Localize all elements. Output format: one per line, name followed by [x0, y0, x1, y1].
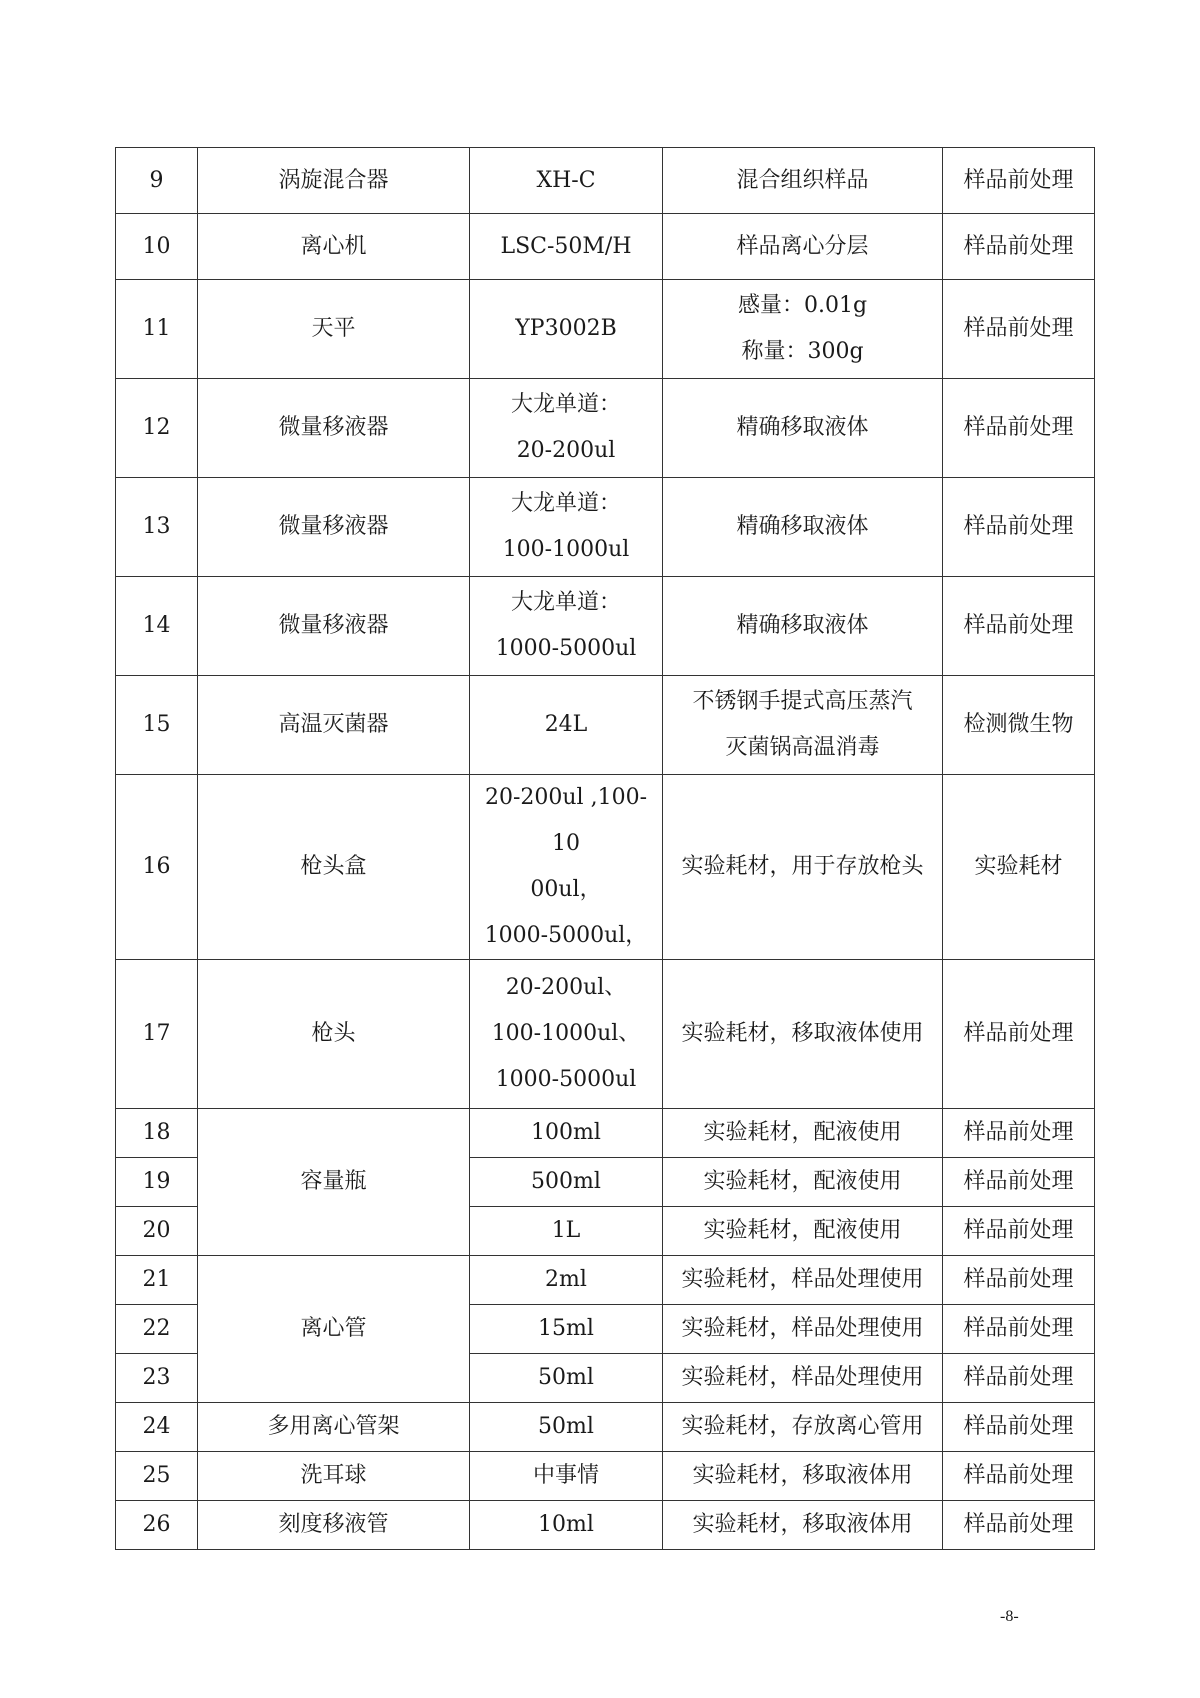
- equipment-use: 实验耗材，移取液体使用: [663, 960, 943, 1109]
- equipment-model: 50ml: [470, 1354, 663, 1403]
- equipment-model: 大龙单道： 20-200ul: [470, 379, 663, 478]
- row-number: 14: [116, 577, 198, 676]
- equipment-name: 微量移液器: [198, 577, 470, 676]
- equipment-name: 微量移液器: [198, 478, 470, 577]
- equipment-use: 精确移取液体: [663, 478, 943, 577]
- equipment-model: 20-200ul ,100-10 00ul， 1000-5000ul，: [470, 775, 663, 960]
- equipment-model: 15ml: [470, 1305, 663, 1354]
- equipment-use: 感量：0.01g 称量：300g: [663, 280, 943, 379]
- equipment-category: 样品前处理: [943, 1207, 1095, 1256]
- equipment-model: LSC-50M/H: [470, 214, 663, 280]
- equipment-model: XH-C: [470, 148, 663, 214]
- equipment-name: 枪头盒: [198, 775, 470, 960]
- equipment-category: 样品前处理: [943, 1403, 1095, 1452]
- equipment-category: 样品前处理: [943, 960, 1095, 1109]
- equipment-use: 样品离心分层: [663, 214, 943, 280]
- equipment-use: 实验耗材，存放离心管用: [663, 1403, 943, 1452]
- page-number: -8-: [1000, 1608, 1019, 1625]
- equipment-use: 实验耗材，配液使用: [663, 1207, 943, 1256]
- equipment-category: 样品前处理: [943, 1305, 1095, 1354]
- equipment-category: 样品前处理: [943, 1158, 1095, 1207]
- row-number: 15: [116, 676, 198, 775]
- equipment-name: 高温灭菌器: [198, 676, 470, 775]
- row-number: 16: [116, 775, 198, 960]
- equipment-category: 样品前处理: [943, 1452, 1095, 1501]
- equipment-category: 样品前处理: [943, 148, 1095, 214]
- equipment-use: 混合组织样品: [663, 148, 943, 214]
- equipment-use: 实验耗材，移取液体用: [663, 1452, 943, 1501]
- table-row: [116, 775, 1095, 960]
- equipment-category: 样品前处理: [943, 1354, 1095, 1403]
- table-row: [116, 1403, 1095, 1452]
- equipment-table: [115, 147, 1095, 1550]
- equipment-use: 实验耗材，配液使用: [663, 1109, 943, 1158]
- equipment-model: 大龙单道： 100-1000ul: [470, 478, 663, 577]
- equipment-name: 涡旋混合器: [198, 148, 470, 214]
- equipment-model: 2ml: [470, 1256, 663, 1305]
- row-number: 18: [116, 1109, 198, 1158]
- table-row: [116, 960, 1095, 1109]
- equipment-category: 样品前处理: [943, 214, 1095, 280]
- table-row: [116, 1452, 1095, 1501]
- equipment-name: 枪头: [198, 960, 470, 1109]
- equipment-model: 大龙单道： 1000-5000ul: [470, 577, 663, 676]
- equipment-category: 检测微生物: [943, 676, 1095, 775]
- equipment-category: 样品前处理: [943, 379, 1095, 478]
- equipment-use: 实验耗材，样品处理使用: [663, 1256, 943, 1305]
- row-number: 20: [116, 1207, 198, 1256]
- equipment-name: 天平: [198, 280, 470, 379]
- table-row: [116, 148, 1095, 214]
- equipment-category: 实验耗材: [943, 775, 1095, 960]
- equipment-category: 样品前处理: [943, 280, 1095, 379]
- row-number: 21: [116, 1256, 198, 1305]
- table-row: [116, 214, 1095, 280]
- equipment-category: 样品前处理: [943, 478, 1095, 577]
- table-row: [116, 379, 1095, 478]
- equipment-name: 离心管: [198, 1256, 470, 1403]
- row-number: 23: [116, 1354, 198, 1403]
- equipment-model: 1L: [470, 1207, 663, 1256]
- table-row: [116, 1256, 1095, 1305]
- equipment-use: 实验耗材，样品处理使用: [663, 1305, 943, 1354]
- equipment-category: 样品前处理: [943, 1501, 1095, 1550]
- equipment-name: 容量瓶: [198, 1109, 470, 1256]
- equipment-name: 离心机: [198, 214, 470, 280]
- equipment-category: 样品前处理: [943, 1109, 1095, 1158]
- equipment-model: 10ml: [470, 1501, 663, 1550]
- equipment-model: 50ml: [470, 1403, 663, 1452]
- equipment-model: 20-200ul、 100-1000ul、 1000-5000ul: [470, 960, 663, 1109]
- equipment-model: 中事情: [470, 1452, 663, 1501]
- table-row: [116, 1501, 1095, 1550]
- table-row: [116, 577, 1095, 676]
- table-row: [116, 280, 1095, 379]
- row-number: 10: [116, 214, 198, 280]
- equipment-name: 微量移液器: [198, 379, 470, 478]
- equipment-category: 样品前处理: [943, 577, 1095, 676]
- equipment-use: 实验耗材，配液使用: [663, 1158, 943, 1207]
- row-number: 22: [116, 1305, 198, 1354]
- equipment-model: 500ml: [470, 1158, 663, 1207]
- equipment-name: 多用离心管架: [198, 1403, 470, 1452]
- row-number: 12: [116, 379, 198, 478]
- table-row: [116, 676, 1095, 775]
- row-number: 19: [116, 1158, 198, 1207]
- row-number: 26: [116, 1501, 198, 1550]
- equipment-use: 实验耗材，用于存放枪头: [663, 775, 943, 960]
- row-number: 17: [116, 960, 198, 1109]
- equipment-category: 样品前处理: [943, 1256, 1095, 1305]
- equipment-use: 不锈钢手提式高压蒸汽 灭菌锅高温消毒: [663, 676, 943, 775]
- row-number: 13: [116, 478, 198, 577]
- equipment-model: 100ml: [470, 1109, 663, 1158]
- equipment-model: 24L: [470, 676, 663, 775]
- row-number: 24: [116, 1403, 198, 1452]
- equipment-use: 实验耗材，移取液体用: [663, 1501, 943, 1550]
- row-number: 25: [116, 1452, 198, 1501]
- equipment-name: 洗耳球: [198, 1452, 470, 1501]
- table-row: [116, 1109, 1095, 1158]
- row-number: 11: [116, 280, 198, 379]
- equipment-model: YP3002B: [470, 280, 663, 379]
- table-row: [116, 478, 1095, 577]
- equipment-use: 精确移取液体: [663, 379, 943, 478]
- equipment-use: 实验耗材，样品处理使用: [663, 1354, 943, 1403]
- equipment-use: 精确移取液体: [663, 577, 943, 676]
- row-number: 9: [116, 148, 198, 214]
- equipment-name: 刻度移液管: [198, 1501, 470, 1550]
